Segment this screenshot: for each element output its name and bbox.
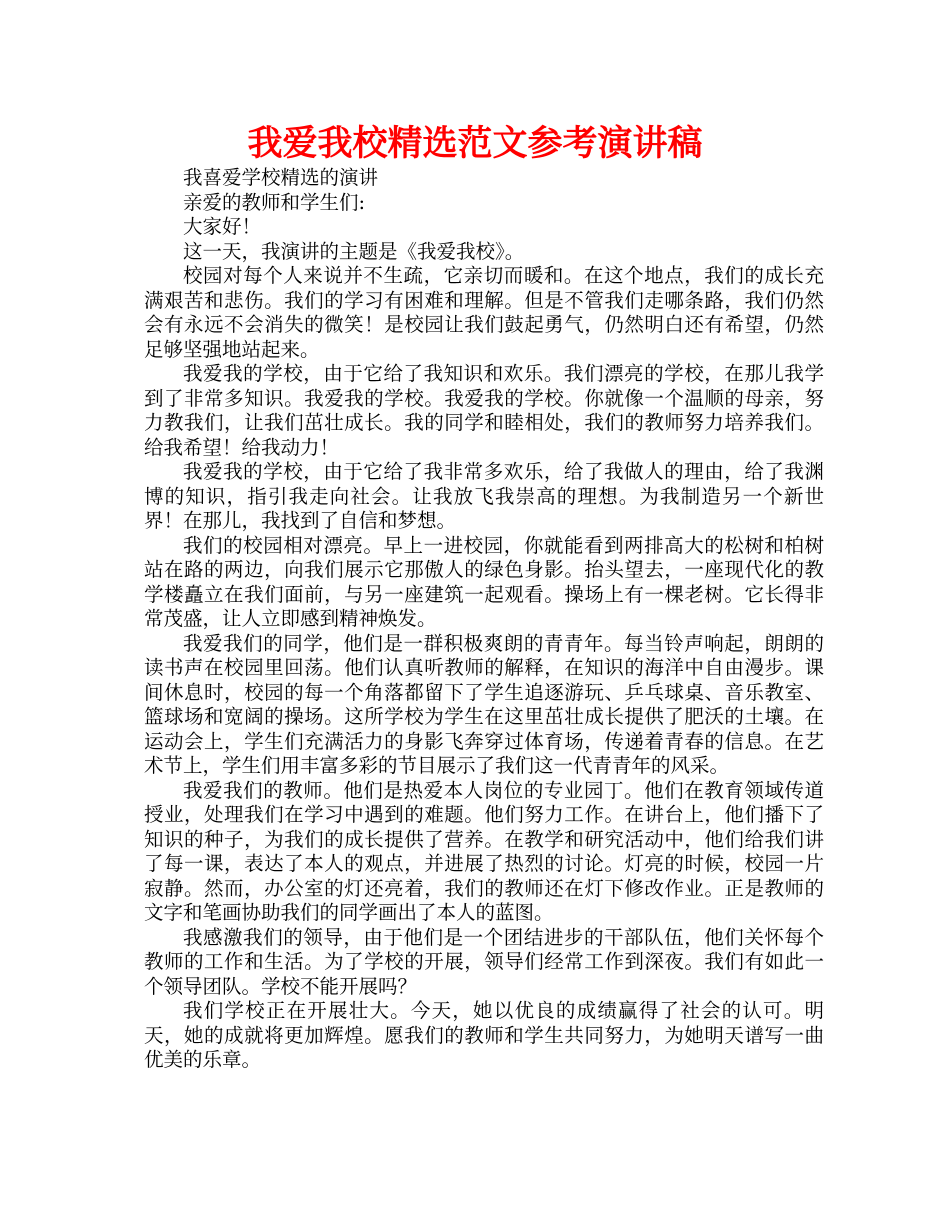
paragraph-joy: 我爱我的学校，由于它给了我非常多欢乐，给了我做人的理由，给了我渊博的知识，指引我走向社会。让我放飞我崇高的理想。为我制造另一个新世界！在那儿，我找到了自信和梦想。 xyxy=(144,460,824,532)
paragraph-theme: 这一天，我演讲的主题是《我爱我校》。 xyxy=(183,239,525,263)
paragraph-scenery: 我们的校园相对漂亮。早上一进校园，你就能看到两排高大的松树和柏树站在路的两边，向我们展示它那傲人的绿色身影。抬头望去，一座现代化的教学楼矗立在我们面前，与另一座建筑一起观看。操场上有一棵老树。它长得非常茂盛，让人立即感到精神焕发。 xyxy=(144,533,824,630)
document-body xyxy=(144,166,824,1073)
paragraph-salutation: 亲爱的教师和学生们: xyxy=(183,190,366,214)
paragraph-closing: 我们学校正在开展壮大。今天，她以优良的成绩赢得了社会的认可。明天，她的成就将更加辉煌。愿我们的教师和学生共同努力，为她明天谱写一曲优美的乐章。 xyxy=(144,999,824,1071)
paragraph-greeting: 大家好！ xyxy=(183,215,262,238)
paragraph-teachers: 我爱我们的教师。他们是热爱本人岗位的专业园丁。他们在教育领域传道授业，处理我们在学习中遇到的难题。他们努力工作。在讲台上，他们播下了知识的种子，为我们的成长提供了营养。在教学和研究活动中，他们给我们讲了每一课，表达了本人的观点，并进展了热烈的讨论。灯亮的时候，校园一片寂静。然而，办公室的灯还亮着，我们的教师还在灯下修改作业。正是教师的文字和笔画协助我们的同学画出了本人的蓝图。 xyxy=(144,778,824,924)
document-title: 我爱我校精选范文参考演讲稿 xyxy=(247,124,703,164)
paragraph-subtitle: 我喜爱学校精选的演讲 xyxy=(183,166,379,189)
paragraph-classmates: 我爱我们的同学，他们是一群积极爽朗的青青年。每当铃声响起，朗朗的读书声在校园里回荡。他们认真听教师的解释，在知识的海洋中自由漫步。课间休息时，校园的每一个角落都留下了学生追逐游玩、乒乓球桌、音乐教室、篮球场和宽阔的操场。这所学校为学生在这里茁壮成长提供了肥沃的土壤。在运动会上，学生们充满活力的身影飞奔穿过体育场，传递着青春的信息。在艺术节上，学生们用丰富多彩的节目展示了我们这一代青青年的风采。 xyxy=(144,631,824,777)
paragraph-knowledge: 我爱我的学校，由于它给了我知识和欢乐。我们漂亮的学校，在那儿我学到了非常多知识。我爱我的学校。我爱我的学校。你就像一个温顺的母亲，努力教我们，让我们茁壮成长。我的同学和睦相处，我们的教师努力培养我们。给我希望！给我动力！ xyxy=(144,362,824,459)
paragraph-campus: 校园对每个人来说并不生疏，它亲切而暖和。在这个地点，我们的成长充满艰苦和悲伤。我们的学习有困难和理解。但是不管我们走哪条路，我们仍然会有永远不会消失的微笑！是校园让我们鼓起勇气，仍然明白还有希望，仍然足够坚强地站起来。 xyxy=(144,264,824,361)
paragraph-leaders: 我感激我们的领导，由于他们是一个团结进步的干部队伍，他们关怀每个教师的工作和生活。为了学校的开展，领导们经常工作到深夜。我们有如此一个领导团队。学校不能开展吗？ xyxy=(144,925,824,998)
